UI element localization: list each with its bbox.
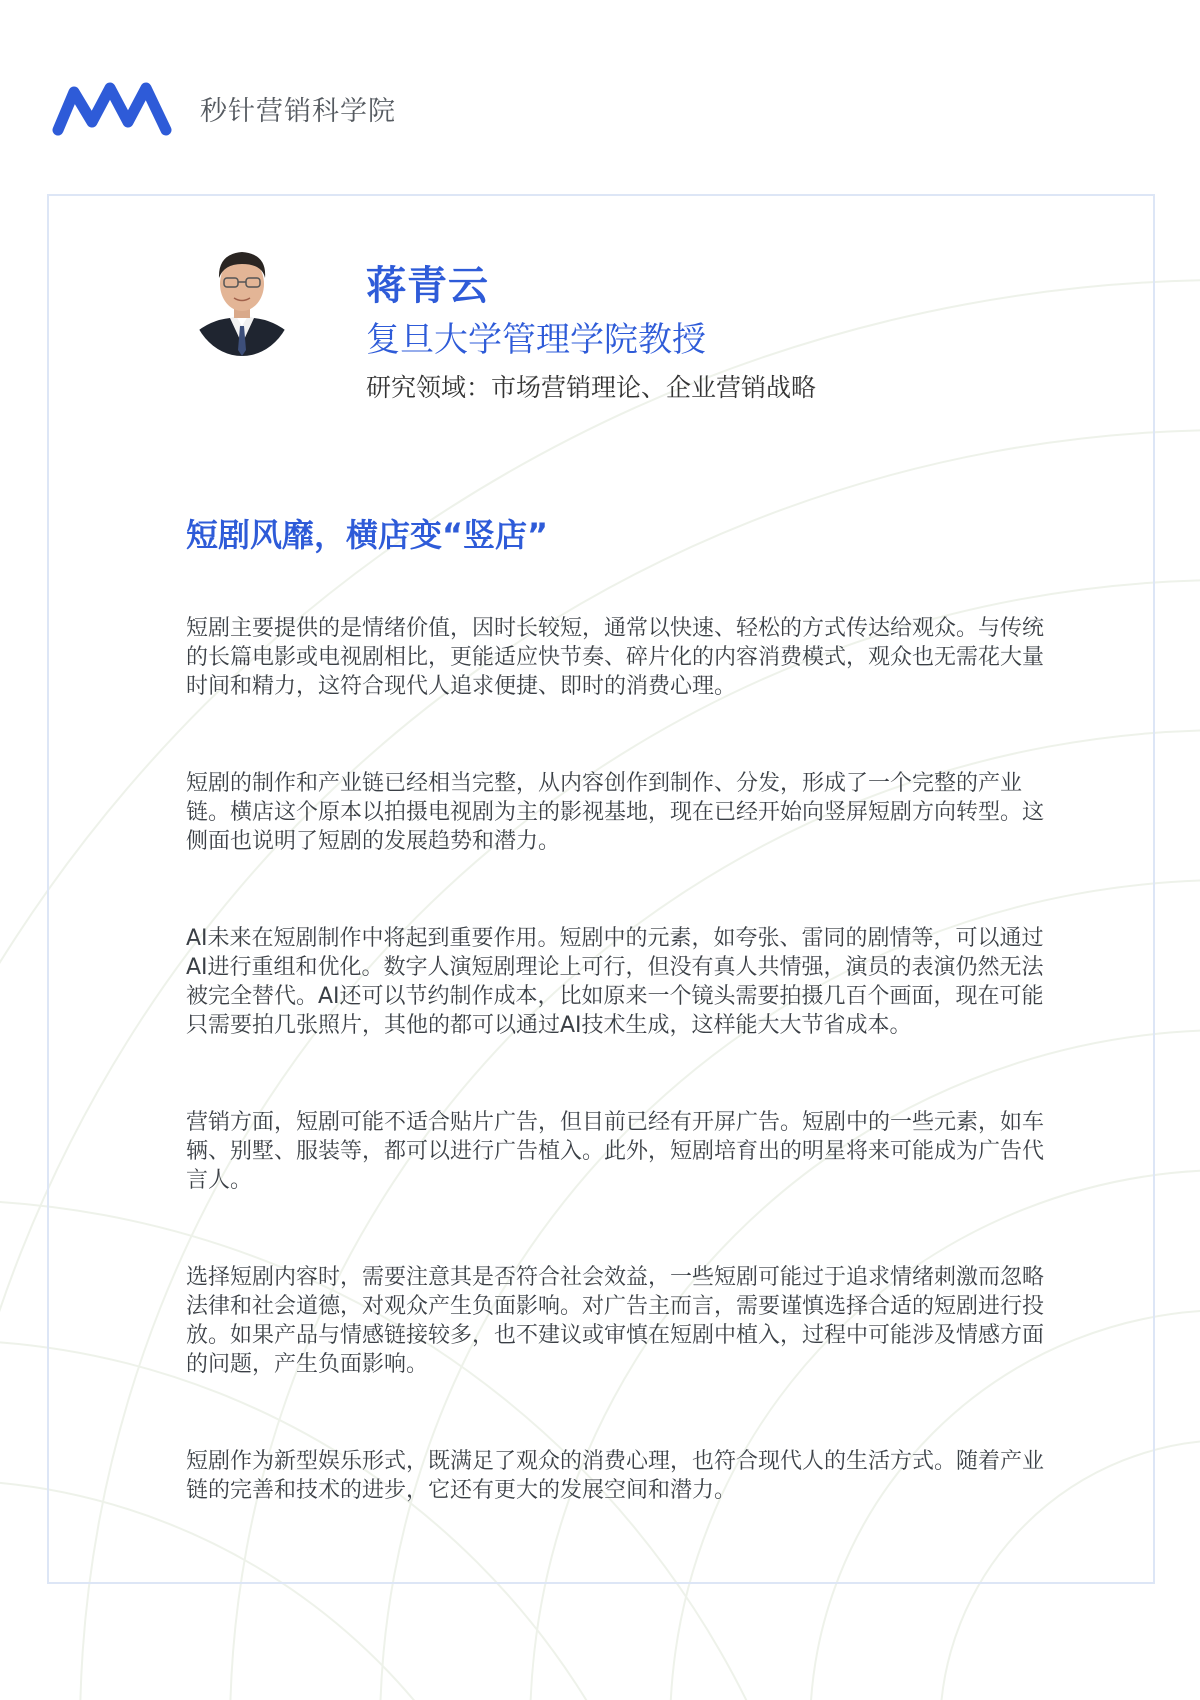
paragraph: 短剧主要提供的是情绪价值，因时长较短，通常以快速、轻松的方式传达给观众。与传统的长篇电影或电视剧相比，更能适应快节奏、碎片化的内容消费模式，观众也无需花大量时间和精力，这符合现代人追求便捷、即时的消费心理。 (186, 616, 1045, 699)
section-title: 短剧风靡，横店变“竖店” (186, 516, 549, 554)
paragraph: 短剧的制作和产业链已经相当完整，从内容创作到制作、分发，形成了一个完整的产业链。横店这个原本以拍摄电视剧为主的影视基地，现在已经开始向竖屏短剧方向转型。这侧面也说明了短剧的发展趋势和潜力。 (186, 771, 1045, 854)
speaker-name: 蒋青云 (366, 263, 489, 309)
org-name: 秒针营销科学院 (200, 95, 396, 127)
article-body (186, 614, 1046, 1573)
mw-wave-logo-icon (52, 78, 172, 138)
speaker-title: 复旦大学管理学院教授 (366, 320, 706, 360)
paragraph: 选择短剧内容时，需要注意其是否符合社会效益，一些短剧可能过于追求情绪刺激而忽略法律和社会道德，对观众产生负面影响。对广告主而言，需要谨慎选择合适的短剧进行投放。如果产品与情感链接较多，也不建议或审慎在短剧中植入，过程中可能涉及情感方面的问题，产生负面影响。 (186, 1265, 1045, 1377)
paragraph: AI未来在短剧制作中将起到重要作用。短剧中的元素，如夸张、雷同的剧情等，可以通过AI进行重组和优化。数字人演短剧理论上可行，但没有真人共情强，演员的表演仍然无法被完全替代。AI还可以节约制作成本，比如原来一个镜头需要拍摄几百个画面，现在可能只需要拍几张照片，其他的都可以通过AI技术生成，这样能大大节省成本。 (186, 926, 1044, 1038)
speaker-research-field: 研究领域：市场营销理论、企业营销战略 (366, 373, 817, 402)
paragraph: 短剧作为新型娱乐形式，既满足了观众的消费心理，也符合现代人的生活方式。随着产业链的完善和技术的进步，它还有更大的发展空间和潜力。 (186, 1449, 1045, 1503)
page-header (52, 78, 396, 138)
speaker-portrait-icon (190, 234, 294, 356)
speaker-info (366, 258, 816, 410)
paragraph: 营销方面，短剧可能不适合贴片广告，但目前已经有开屏广告。短剧中的一些元素，如车辆、别墅、服装等，都可以进行广告植入。此外，短剧培育出的明星将来可能成为广告代言人。 (186, 1110, 1045, 1193)
